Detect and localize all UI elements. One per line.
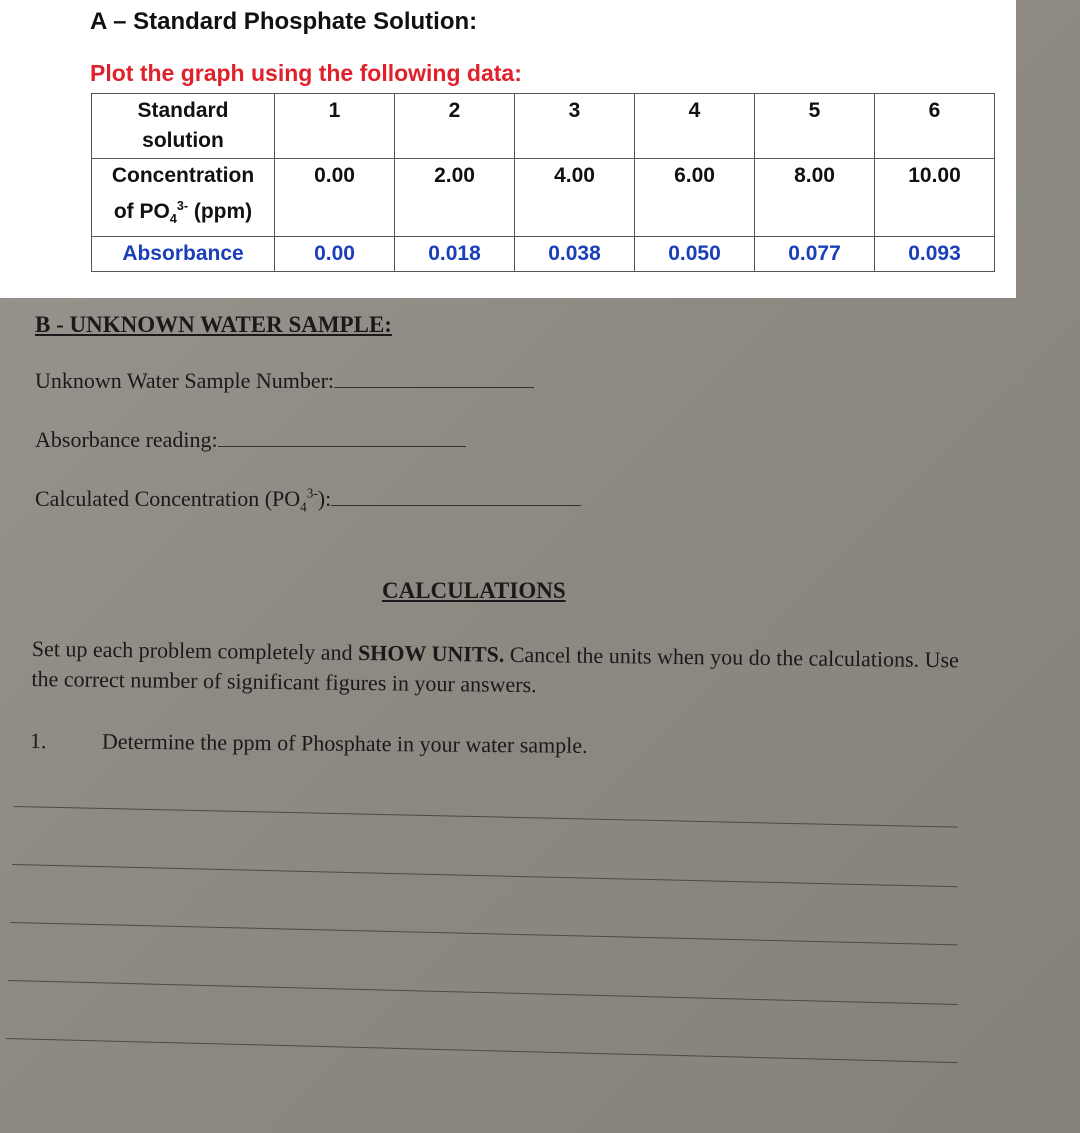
answer-line[interactable] (12, 864, 958, 887)
standards-table (91, 93, 995, 272)
standard-cell: 2 (395, 94, 515, 159)
standard-cell: 1 (275, 94, 395, 159)
question-number: 1. (29, 728, 47, 754)
answer-line[interactable] (6, 1038, 958, 1063)
printed-table-section (0, 0, 1016, 298)
table-row-concentration (92, 159, 995, 237)
calculated-concentration-field (35, 486, 581, 516)
calculated-concentration-blank[interactable] (331, 489, 581, 506)
calculations-title: CALCULATIONS (382, 578, 566, 603)
question-text: Determine the ppm of Phosphate in your water sample. (101, 728, 588, 758)
sample-number-blank[interactable] (334, 371, 534, 388)
row-header-concentration: Concentration of $PO_4^{3-}$ (ppm) (92, 159, 275, 237)
answer-line[interactable] (8, 980, 958, 1005)
sample-number-field (35, 368, 534, 394)
absorbance-reading-label: Absorbance reading: (35, 427, 218, 452)
absorbance-cell: 0.00 (275, 237, 395, 272)
standard-cell: 6 (875, 94, 995, 159)
table-row-standard (92, 94, 995, 159)
absorbance-reading-blank[interactable] (218, 430, 466, 447)
question-1 (30, 728, 588, 759)
concentration-cell: 10.00 (875, 159, 995, 237)
absorbance-cell: 0.050 (635, 237, 755, 272)
absorbance-reading-field (35, 427, 466, 453)
concentration-cell: 0.00 (275, 159, 395, 237)
calculation-instructions: Set up each problem completely and SHOW UNITS. Cancel the units when you do the calculations. Use the correct number of significant figures in your answers. (31, 635, 960, 698)
standard-cell: 3 (515, 94, 635, 159)
absorbance-cell: 0.077 (755, 237, 875, 272)
absorbance-cell: 0.018 (395, 237, 515, 272)
concentration-cell: 8.00 (755, 159, 875, 237)
answer-line[interactable] (10, 922, 958, 945)
row-header-absorbance: Absorbance (92, 237, 275, 272)
calculated-concentration-label: Calculated Concentration $(PO_4^{3-})$: (35, 486, 332, 515)
plot-instruction: Plot the graph using the following data: (90, 60, 522, 86)
section-a-title: A – Standard Phosphate Solution: (90, 8, 478, 35)
absorbance-cell: 0.038 (515, 237, 635, 272)
answer-line[interactable] (14, 806, 958, 828)
section-b-title: B - UNKNOWN WATER SAMPLE: (35, 312, 392, 337)
table-row-absorbance (92, 237, 995, 272)
concentration-cell: 4.00 (515, 159, 635, 237)
absorbance-cell: 0.093 (875, 237, 995, 272)
standard-cell: 4 (635, 94, 755, 159)
row-header-standard: Standard solution (92, 94, 275, 159)
standard-cell: 5 (755, 94, 875, 159)
concentration-cell: 2.00 (395, 159, 515, 237)
concentration-cell: 6.00 (635, 159, 755, 237)
sample-number-label: Unknown Water Sample Number: (35, 368, 335, 393)
